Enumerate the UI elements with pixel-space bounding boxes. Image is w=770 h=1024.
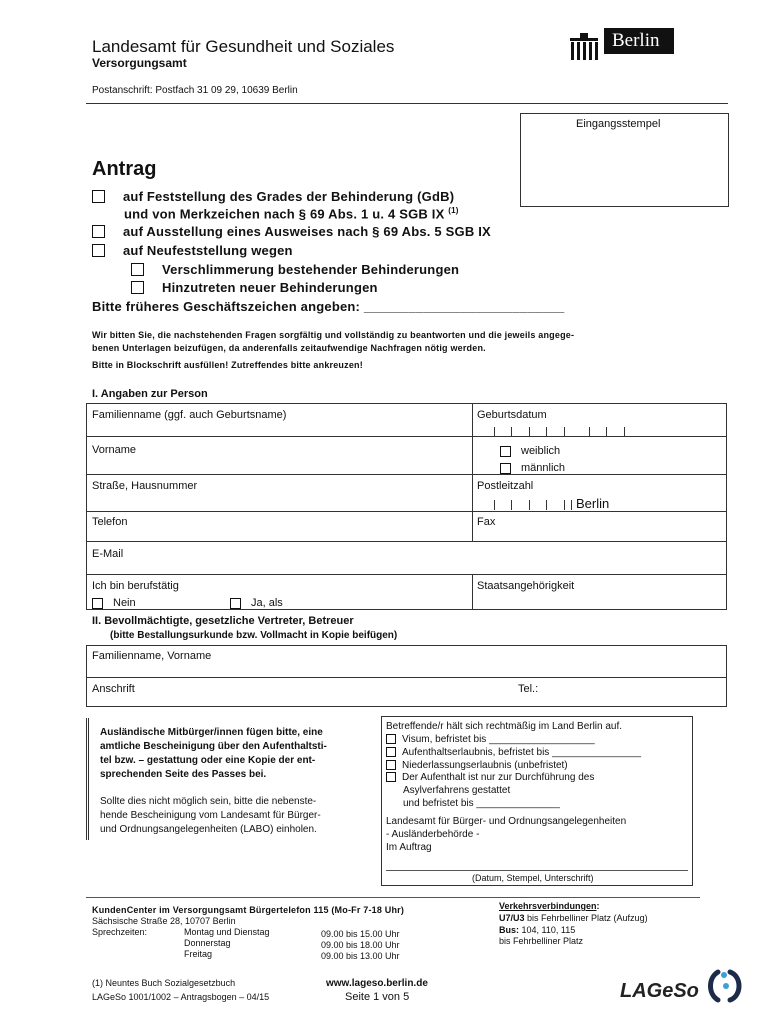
hours-day-2: Donnerstag bbox=[184, 938, 231, 948]
transport-bus-text: 104, 110, 115 bbox=[519, 925, 576, 935]
checkbox-female[interactable] bbox=[500, 446, 511, 457]
hours-day-1: Montag und Dienstag bbox=[184, 927, 270, 937]
residence-permit-option[interactable] bbox=[386, 747, 641, 758]
residence-settlement-option[interactable] bbox=[386, 760, 568, 771]
gender-female-option[interactable] bbox=[500, 445, 560, 457]
fax-field[interactable]: Fax bbox=[477, 516, 496, 528]
foreign-note-line-1: Ausländische Mitbürger/innen fügen bitte, eine bbox=[100, 727, 323, 738]
section-2-subheading: (bitte Bestallungsurkunde bzw. Vollmacht in Kopie beifügen) bbox=[110, 630, 398, 641]
gender-female-label: weiblich bbox=[521, 445, 561, 457]
hours-day-3: Freitag bbox=[184, 949, 213, 959]
hours-time-1: 09.00 bis 15.00 Uhr bbox=[321, 929, 400, 939]
lageso-brand: LAGeSo bbox=[620, 980, 699, 1002]
transport-ubahn-label: U7/U3 bbox=[499, 913, 525, 923]
authority-line-1: Landesamt für Bürger- und Ordnungsangelegenheiten bbox=[386, 816, 627, 827]
residence-intro: Betreffende/r hält sich rechtmäßig im Land Berlin auf. bbox=[386, 721, 623, 732]
checkbox-worsening[interactable] bbox=[131, 263, 144, 276]
residence-visa-label: Visum, befristet bis ___________________ bbox=[402, 734, 595, 745]
postcode-label: Postleitzahl bbox=[477, 480, 534, 492]
lageso-logo-icon bbox=[704, 966, 748, 1006]
hours-time-2: 09.00 bis 18.00 Uhr bbox=[321, 940, 400, 950]
transport-title-text: Verkehrsverbindungen bbox=[499, 901, 597, 911]
department-name: Versorgungsamt bbox=[92, 56, 187, 70]
customer-center-title: KundenCenter im Versorgungsamt Bürgertelefon 115 (Mo-Fr 7-18 Uhr) bbox=[92, 905, 405, 915]
signature-line[interactable] bbox=[386, 870, 688, 871]
option-reassessment-label: auf Neufeststellung wegen bbox=[123, 243, 293, 258]
checkbox-male[interactable] bbox=[500, 463, 511, 474]
section-1-heading: I. Angaben zur Person bbox=[92, 388, 208, 400]
instructions-line-1: Wir bitten Sie, die nachstehenden Fragen sorgfältig und vollständig zu beantworten und die jeweils angege- bbox=[92, 330, 575, 340]
authority-line-2: - Ausländerbehörde - bbox=[386, 829, 480, 840]
transport-title bbox=[499, 901, 600, 911]
birth-date-label: Geburtsdatum bbox=[477, 409, 547, 421]
option-assessment[interactable] bbox=[92, 189, 454, 204]
transport-ubahn-text: bis Fehrbelliner Platz (Aufzug) bbox=[524, 913, 648, 923]
checkbox-new-disabilities[interactable] bbox=[131, 281, 144, 294]
row-divider bbox=[86, 436, 727, 437]
residence-visa-option[interactable] bbox=[386, 734, 595, 745]
checkbox-employment-no[interactable] bbox=[92, 598, 103, 609]
option-assessment-label-2: und von Merkzeichen nach § 69 Abs. 1 u. 4 SGB IX bbox=[124, 206, 445, 222]
opening-hours-label: Sprechzeiten: bbox=[92, 927, 148, 937]
foreign-note-line-5: Sollte dies nicht möglich sein, bitte die nebenste- bbox=[100, 796, 317, 807]
representative-name-field[interactable]: Familienname, Vorname bbox=[92, 650, 212, 662]
residence-asylum-line-2: Asylverfahrens gestattet bbox=[403, 785, 511, 796]
footnote-text: (1) Neuntes Buch Sozialgesetzbuch bbox=[92, 978, 236, 988]
transport-bus-line-2: bis Fehrbelliner Platz bbox=[499, 936, 584, 946]
option-id-card-label: auf Ausstellung eines Ausweises nach § 69 Abs. 5 SGB IX bbox=[123, 224, 491, 239]
option-new-disabilities[interactable] bbox=[131, 280, 378, 295]
footer-divider bbox=[86, 897, 700, 898]
transport-bus-label: Bus: bbox=[499, 925, 519, 935]
website-link[interactable]: www.lageso.berlin.de bbox=[326, 978, 428, 989]
gender-male-label: männlich bbox=[521, 462, 566, 474]
residence-settlement-label: Niederlassungserlaubnis (unbefristet) bbox=[402, 760, 568, 771]
authority-line-3: Im Auftrag bbox=[386, 842, 432, 853]
option-reassessment[interactable] bbox=[92, 243, 293, 258]
employment-yes-label: Ja, als bbox=[251, 597, 283, 609]
employment-yes-option[interactable] bbox=[230, 597, 283, 609]
foreign-note-line-7: und Ordnungsangelegenheiten (LABO) einholen. bbox=[100, 824, 317, 835]
employment-no-label: Nein bbox=[113, 597, 136, 609]
row-divider bbox=[86, 541, 727, 542]
checkbox-reassessment[interactable] bbox=[92, 244, 105, 257]
instructions-line-2: benen Unterlagen beizufügen, da anderenfalls zeitaufwendige Nachfragen nötig werden. bbox=[92, 343, 486, 353]
personal-data-table bbox=[86, 403, 727, 610]
checkbox-visa[interactable] bbox=[386, 734, 396, 744]
residence-asylum-label: Der Aufenthalt ist nur zur Durchführung des bbox=[402, 772, 595, 783]
foreign-note-line-4: sprechenden Seite des Passes bei. bbox=[100, 769, 267, 780]
representative-phone-field[interactable]: Tel.: bbox=[518, 683, 539, 695]
row-divider bbox=[86, 574, 727, 575]
signature-caption: (Datum, Stempel, Unterschrift) bbox=[472, 873, 594, 883]
street-field[interactable]: Straße, Hausnummer bbox=[92, 480, 198, 492]
row-divider bbox=[86, 677, 727, 678]
option-id-card[interactable] bbox=[92, 224, 491, 239]
employment-label: Ich bin berufstätig bbox=[92, 580, 179, 592]
transport-ubahn bbox=[499, 913, 648, 923]
foreign-note-line-6: hende Bescheinigung vom Landesamt für Bürger- bbox=[100, 810, 321, 821]
residence-asylum-option[interactable] bbox=[386, 772, 594, 783]
nationality-field[interactable]: Staatsangehörigkeit bbox=[477, 580, 575, 592]
family-name-field[interactable]: Familienname (ggf. auch Geburtsname) bbox=[92, 409, 287, 421]
section-2-heading: II. Bevollmächtigte, gesetzliche Vertreter, Betreuer bbox=[92, 615, 354, 627]
transport-bus bbox=[499, 925, 575, 935]
postal-address: Postanschrift: Postfach 31 09 29, 10639 Berlin bbox=[92, 85, 298, 96]
agency-name: Landesamt für Gesundheit und Soziales bbox=[92, 37, 395, 56]
option-assessment-line2 bbox=[124, 206, 459, 221]
receipt-stamp-label: Eingangsstempel bbox=[576, 118, 661, 130]
representative-address-field[interactable]: Anschrift bbox=[92, 683, 135, 695]
option-worsening[interactable] bbox=[131, 262, 459, 277]
footnote-marker: (1) bbox=[448, 206, 459, 215]
hours-time-3: 09.00 bis 13.00 Uhr bbox=[321, 951, 400, 961]
residence-permit-label: Aufenthaltserlaubnis, befristet bis ________________ bbox=[402, 747, 642, 758]
checkbox-assessment[interactable] bbox=[92, 190, 105, 203]
berlin-logo bbox=[568, 28, 676, 62]
header-divider bbox=[86, 103, 728, 104]
col-divider bbox=[472, 403, 473, 541]
option-assessment-label: auf Feststellung des Grades der Behinderung (GdB) bbox=[123, 189, 455, 204]
first-name-field[interactable]: Vorname bbox=[92, 444, 137, 456]
checkbox-id-card[interactable] bbox=[92, 225, 105, 238]
gender-male-option[interactable] bbox=[500, 462, 565, 474]
page-number: Seite 1 von 5 bbox=[345, 991, 410, 1003]
form-identifier: LAGeSo 1001/1002 – Antragsbogen – 04/15 bbox=[92, 992, 270, 1002]
option-new-disabilities-label: Hinzutreten neuer Behinderungen bbox=[162, 280, 378, 295]
phone-field[interactable]: Telefon bbox=[92, 516, 128, 528]
instructions-line-3: Bitte in Blockschrift ausfüllen! Zutreffendes bitte ankreuzen! bbox=[92, 360, 363, 370]
email-field[interactable]: E-Mail bbox=[92, 548, 124, 560]
previous-reference-field[interactable]: Bitte früheres Geschäftszeichen angeben: ___________________________ bbox=[92, 299, 565, 314]
customer-center-address: Sächsische Straße 28, 10707 Berlin bbox=[92, 916, 236, 926]
checkbox-employment-yes[interactable] bbox=[230, 598, 241, 609]
berlin-logo-text: Berlin bbox=[612, 30, 660, 51]
checkbox-asylum[interactable] bbox=[386, 772, 396, 782]
row-divider bbox=[86, 511, 727, 512]
city-value: Berlin bbox=[576, 496, 610, 511]
checkbox-settlement[interactable] bbox=[386, 760, 396, 770]
foreign-note-line-2: amtliche Bescheinigung über den Aufenthaltsti- bbox=[100, 741, 327, 752]
row-divider bbox=[86, 474, 727, 475]
residence-asylum-line-3: und befristet bis _______________ bbox=[403, 798, 560, 809]
form-title: Antrag bbox=[92, 158, 157, 180]
checkbox-permit[interactable] bbox=[386, 747, 396, 757]
foreign-note-line-3: tel bzw. – gestattung oder eine Kopie der ent- bbox=[100, 755, 316, 766]
employment-no-option[interactable] bbox=[92, 597, 136, 609]
option-worsening-label: Verschlimmerung bestehender Behinderungen bbox=[162, 262, 460, 277]
col-divider bbox=[472, 574, 473, 610]
transport-title-colon: : bbox=[596, 901, 600, 911]
